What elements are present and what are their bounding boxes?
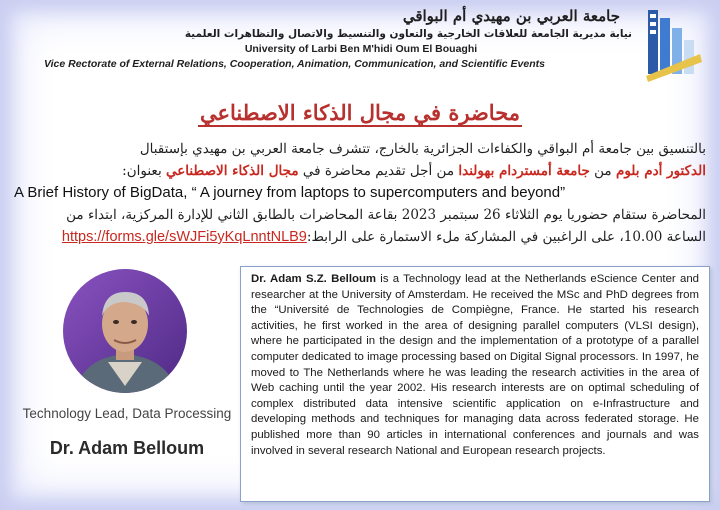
vice-rectorate-en: Vice Rectorate of External Relations, Cooperation, Animation, Communication, and Scientific Events [44, 58, 545, 70]
vice-rectorate-ar: نيابة مديرية الجامعة للعلاقات الخارجية والتعاون والتنسيط والاتصال والتظاهرات العلمية [184, 28, 632, 40]
university-logo-icon [640, 4, 706, 84]
university-name-ar: جامعة العربي بن مهيدي أم البواقي [402, 7, 620, 25]
university-amsterdam-ar: جامعة أمستردام بهولندا [458, 163, 590, 179]
speaker-role: Technology Lead, Data Processing [22, 406, 232, 421]
announcement-line-2 [14, 160, 706, 182]
registration-link[interactable]: https://forms.gle/sWJFi5yKqLnntNLB9 [61, 229, 307, 245]
bio-speaker-name: Dr. Adam S.Z. Belloum [251, 273, 377, 285]
lecture-title-en: A Brief History of BigData, “ A journey from laptops to supercomputers and beyond” [14, 184, 566, 201]
lecture-intro-text: من أجل تقديم محاضرة في [302, 163, 455, 179]
speaker-name-ar: الدكتور أدم بلوم [615, 163, 706, 179]
from-word: من [594, 163, 612, 179]
page-title-text: محاضرة في مجال الذكاء الاصطناعي [199, 100, 521, 125]
speaker-photo [60, 266, 190, 396]
titled-word: بعنوان: [122, 163, 162, 179]
university-name-en: University of Larbi Ben M'hidi Oum El Bouaghi [244, 43, 478, 55]
speaker-name: Dr. Adam Belloum [49, 438, 205, 458]
bio-text: is a Technology lead at the Netherlands eScience Center and researcher at the University of Amsterdam. He received the MSc and PhD degrees from the “Université de Technologies de Compiègne, France. He started his research activities, he first worked in the area of designing parallel computers (VLSI design), where he participated in the design and the implementation of a prototype of a parallel computer dedicated to image processing based on Digital Signal processors. In 1997, he moved to The Netherlands where he was leading the research activities in the area of Web caching until the year 2002. His research interests are on optimal scheduling of complex distributed data intensive scientific application on e-Infrastructure and developing methods and techniques for managing data across federated storage. He published more than 90 articles in international conferences and journals and was involved in several research National and European research projects. [251, 273, 699, 457]
announcement-line-5 [14, 226, 706, 248]
field-ai-ar: مجال الذكاء الاصطناعي [166, 163, 299, 179]
announcement-line-4: المحاضرة ستقام حضوريا يوم الثلاثاء 26 سبتمبر 2023 بقاعة المحاضرات بالطابق الثاني للإدارة المركزية، ابتداء من [66, 207, 706, 223]
speaker-bio [240, 266, 710, 502]
page-title [0, 100, 720, 125]
registration-text: الساعة 10.00، على الراغبين في المشاركة ملء الاستمارة على الرابط: [306, 229, 706, 245]
announcement [14, 138, 706, 248]
header [30, 6, 632, 88]
announcement-line-1: بالتنسيق بين جامعة أم البواقي والكفاءات الجزائرية بالخارج، تتشرف جامعة العربي بن مهيدي بإستقبال [139, 141, 706, 157]
